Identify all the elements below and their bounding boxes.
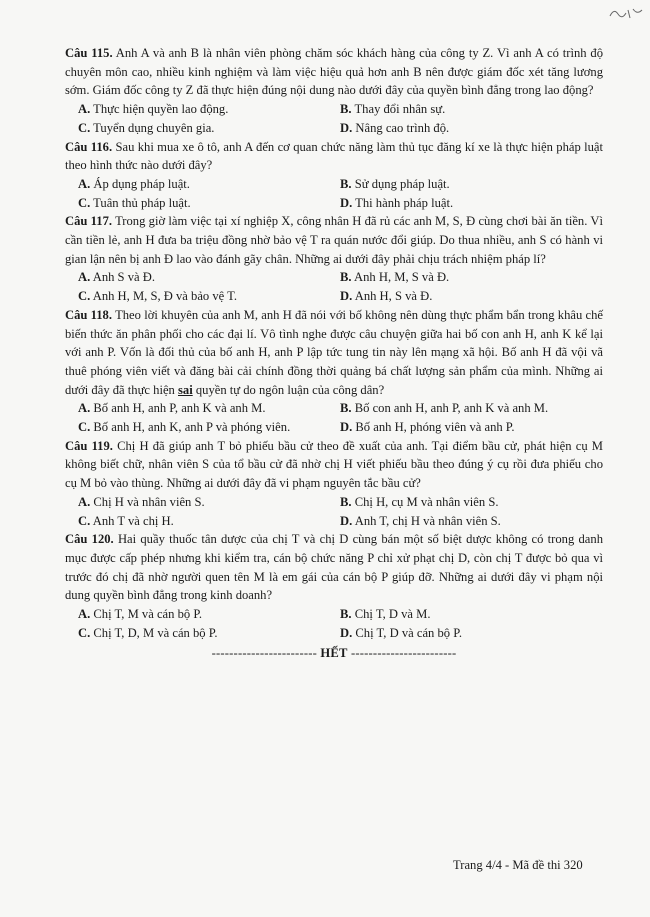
option-b: B. Chị H, cụ M và nhân viên S.: [340, 494, 499, 509]
option-a: A. Chị T, M và cán bộ P.: [78, 607, 203, 622]
answer-options: [65, 399, 603, 436]
question-stem: [65, 306, 603, 400]
option-a: A. Thực hiện quyền lao động.: [78, 102, 229, 117]
question-stem: [65, 138, 603, 175]
option-b: B. Bố con anh H, anh P, anh K và anh M.: [340, 401, 549, 416]
question-stem: [65, 530, 603, 605]
option-d: D. Anh T, chị H và nhân viên S.: [340, 513, 501, 528]
end-of-exam-marker: ------------------------ HẾT ------------------------: [211, 645, 457, 660]
option-d: D. Bố anh H, phóng viên và anh P.: [340, 420, 515, 435]
option-b: B. Sử dụng pháp luật.: [340, 176, 450, 191]
question-116: [65, 138, 603, 213]
option-d: D. Anh H, S và Đ.: [340, 289, 433, 304]
answer-options: [65, 493, 603, 530]
question-117: [65, 212, 603, 306]
question-number: Câu 116.: [65, 139, 113, 154]
option-d: D. Chị T, D và cán bộ P.: [340, 625, 462, 640]
question-text: Anh A và anh B là nhân viên phòng chăm sóc khách hàng của công ty Z. Vì anh A có trình độ chuyên môn cao, nhiều kinh nghiệm và làm việc hiệu quả hơn anh B nên được giám đốc xét tăng lương sớm. Giám đốc công ty Z đã thực hiện đúng nội dung nào dưới đây của quyền bình đẳng trong lao động?: [65, 46, 603, 98]
page-footer: Trang 4/4 - Mã đề thi 320: [453, 858, 583, 872]
option-b: B. Thay đổi nhân sự.: [340, 102, 446, 117]
question-number: Câu 115.: [65, 46, 113, 60]
question-number: Câu 120.: [65, 532, 114, 547]
question-stem: [65, 212, 603, 268]
option-a: A. Áp dụng pháp luật.: [78, 176, 190, 191]
option-d: D. Thi hành pháp luật.: [340, 195, 454, 210]
answer-options: [65, 268, 603, 305]
question-stem: [65, 437, 603, 493]
question-text: Trong giờ làm việc tại xí nghiệp X, công nhân H đã rủ các anh M, S, Đ cùng chơi bài ăn tiền. Vì cần tiền lẻ, anh H đưa ba triệu đồng nhờ bảo vệ T ra quán nước đổi giúp. Do thua nhiều, anh S có hành vi gian lận nên bị anh Đ lao vào đánh gãy chân. Những ai dưới đây phải chịu trách nhiệm pháp lí?: [65, 214, 603, 266]
question-text: Chị H đã giúp anh T bỏ phiếu bầu cử theo đề xuất của anh. Tại điểm bầu cử, phát hiện cụ M không biết chữ, nhân viên S của tổ bầu cử đã nhờ chị H viết phiếu bầu theo đúng ý cụ rồi đưa phiếu cho cụ M bỏ vào thùng. Những ai dưới đây đã vi phạm nguyên tắc bầu cử?: [65, 438, 603, 491]
question-text: Sau khi mua xe ô tô, anh A đến cơ quan chức năng làm thủ tục đăng kí xe là thực hiện pháp luật theo hình thức nào dưới đây?: [65, 139, 604, 173]
question-115: [65, 44, 603, 138]
option-c: C. Tuyển dụng chuyên gia.: [78, 120, 215, 135]
answer-options: [65, 175, 603, 212]
question-120: [65, 530, 603, 642]
option-c: C. Anh H, M, S, Đ và bảo vệ T.: [78, 289, 238, 304]
option-a: A. Bố anh H, anh P, anh K và anh M.: [78, 401, 266, 416]
emphasis-word: sai: [178, 382, 193, 397]
option-b: B. Anh H, M, S và Đ.: [340, 270, 450, 285]
option-b: B. Chị T, D và M.: [340, 607, 431, 622]
option-c: C. Bố anh H, anh K, anh P và phóng viên.: [78, 420, 291, 435]
question-number: Câu 117.: [65, 214, 113, 229]
question-119: [65, 437, 603, 531]
corner-handwriting-mark: [606, 4, 646, 22]
question-118: [65, 306, 603, 437]
question-number: Câu 118.: [65, 307, 113, 322]
option-c: C. Tuân thủ pháp luật.: [78, 195, 191, 210]
option-a: A. Anh S và Đ.: [78, 270, 155, 285]
option-c: C. Chị T, D, M và cán bộ P.: [78, 625, 218, 640]
answer-options: [65, 100, 603, 137]
question-text: Hai quầy thuốc tân dược của chị T và chị D cùng bán một số biệt dược không có trong danh mục được cấp phép nhưng khi kiểm tra, cán bộ chức năng P chỉ xử phạt chị D, còn chị T được bỏ qua vì trước đó chị đã nhờ người quen tên M là em gái của cán bộ P giúp đỡ. Những ai dưới đây vi phạm nội dung quyền bình đẳng trong kinh doanh?: [65, 532, 603, 603]
answer-options: [65, 605, 603, 642]
option-d: D. Nâng cao trình độ.: [340, 120, 450, 135]
questions-block: [65, 44, 603, 662]
question-number: Câu 119.: [65, 438, 113, 453]
option-a: A. Chị H và nhân viên S.: [78, 494, 205, 509]
option-c: C. Anh T và chị H.: [78, 513, 174, 528]
question-text: Theo lời khuyên của anh M, anh H đã nói với bố không nên dùng thực phẩm bẩn trong khâu chế biến thức ăn phân phối cho các đại lí. Vô tình nghe được câu chuyện giữa hai bố con anh H, anh K kể lại với anh P. Vốn là đối thủ của bố anh H, anh P lập tức tung tin này lên mạng xã hội. Bố anh H đã vội vã thuê phóng viên viết và đăng bài cải chính đồng thời quảng bá chất lượng sản phẩm của mình. Những ai dưới đây đã thực hiện: [65, 307, 604, 397]
question-stem: [65, 44, 603, 100]
question-text-end: quyền tự do ngôn luận của công dân?: [192, 382, 385, 397]
